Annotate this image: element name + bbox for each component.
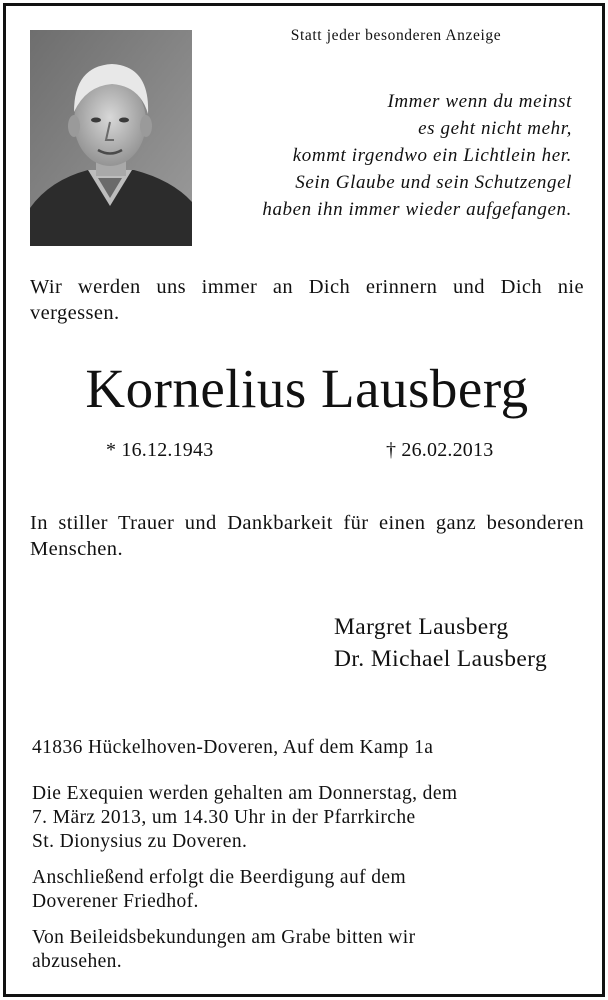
text-line: abzusehen. xyxy=(32,951,123,972)
family-address: 41836 Hückelhoven-Doveren, Auf dem Kamp 1a xyxy=(32,737,434,758)
burial-details xyxy=(32,866,588,914)
portrait-photo xyxy=(30,30,192,246)
mourning-text: In stiller Trauer und Dankbarkeit für einen ganz besonderen Menschen. xyxy=(30,512,584,560)
birth-date: * 16.12.1943 xyxy=(106,439,214,461)
poem-line: haben ihn immer wieder aufgefangen. xyxy=(262,199,572,220)
signer-name: Margret Lausberg xyxy=(334,614,509,640)
obituary-frame xyxy=(3,3,605,997)
text-line: Die Exequien werden gehalten am Donnerstag, dem xyxy=(32,783,458,804)
text-line: Anschließend erfolgt die Beerdigung auf dem xyxy=(32,867,407,888)
poem-line: es geht nicht mehr, xyxy=(418,118,572,139)
death-date: † 26.02.2013 xyxy=(386,439,494,461)
remembrance-text: Wir werden uns immer an Dich erinnern und Dich nie vergessen. xyxy=(30,276,584,324)
condolence-note xyxy=(32,926,588,974)
portrait-image xyxy=(30,30,192,246)
text-line: Von Beileidsbekundungen am Grabe bitten wir xyxy=(32,927,416,948)
text-line: 7. März 2013, um 14.30 Uhr in der Pfarrkirche xyxy=(32,807,416,828)
header-note: Statt jeder besonderen Anzeige xyxy=(290,27,502,44)
signer-name: Dr. Michael Lausberg xyxy=(334,646,548,672)
poem-line: Immer wenn du meinst xyxy=(387,91,572,112)
poem xyxy=(172,88,572,223)
poem-line: kommt irgendwo ein Lichtlein her. xyxy=(292,145,572,166)
deceased-name: Kornelius Lausberg xyxy=(85,358,529,419)
text-line: Doverener Friedhof. xyxy=(32,891,199,912)
funeral-mass-details xyxy=(32,782,588,854)
poem-line: Sein Glaube und sein Schutzengel xyxy=(295,172,572,193)
text-line: St. Dionysius zu Doveren. xyxy=(32,831,248,852)
